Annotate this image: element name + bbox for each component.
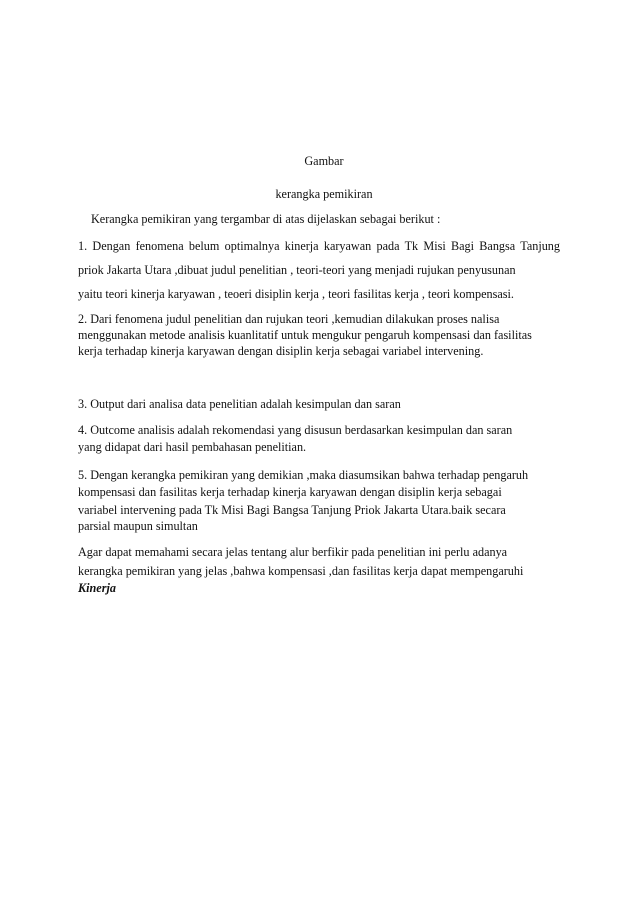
paragraph-5-line-2: kompensasi dan fasilitas kerja terhadap kinerja karyawan dengan disiplin kerja sebagai	[78, 485, 502, 499]
paragraph-6-line-1: Agar dapat memahami secara jelas tentang alur berfikir pada penelitian ini perlu adanya	[78, 545, 508, 559]
paragraph-4-line-2: yang didapat dari hasil pembahasan penelitian.	[78, 440, 307, 454]
paragraph-4-line-1: 4. Outcome analisis adalah rekomendasi yang disusun berdasarkan kesimpulan dan saran	[78, 423, 513, 437]
intro-text: Kerangka pemikiran yang tergambar di atas dijelaskan sebagai berikut :	[91, 212, 441, 226]
paragraph-1-line-1: 1. Dengan fenomena belum optimalnya kinerja karyawan pada Tk Misi Bagi Bangsa Tanjung	[78, 239, 560, 253]
paragraph-2-line-3: kerja terhadap kinerja karyawan dengan disiplin kerja sebagai variabel intervening.	[78, 344, 484, 358]
paragraph-5-line-4: parsial maupun simultan	[78, 519, 198, 533]
paragraph-1-line-2: priok Jakarta Utara ,dibuat judul penelitian , teori-teori yang menjadi rujukan penyusunan	[78, 263, 516, 277]
paragraph-6-line-3: Kinerja	[78, 581, 116, 595]
paragraph-3: 3. Output dari analisa data penelitian adalah kesimpulan dan saran	[78, 397, 401, 411]
paragraph-5-line-1: 5. Dengan kerangka pemikiran yang demikian ,maka diasumsikan bahwa terhadap pengaruh	[78, 468, 529, 482]
figure-caption-subtitle: kerangka pemikiran	[275, 187, 373, 201]
figure-caption-title: Gambar	[304, 154, 344, 168]
paragraph-2-line-2: menggunakan metode analisis kuanlitatif untuk mengukur pengaruh kompensasi dan fasilitas	[78, 328, 532, 342]
paragraph-5-line-3: variabel intervening pada Tk Misi Bagi Bangsa Tanjung Priok Jakarta Utara.baik secara	[78, 503, 506, 517]
paragraph-6-line-2: kerangka pemikiran yang jelas ,bahwa kompensasi ,dan fasilitas kerja dapat mempengaruhi	[78, 564, 524, 578]
paragraph-1-line-3: yaitu teori kinerja karyawan , teoeri disiplin kerja , teori fasilitas kerja , teori kompensasi.	[78, 287, 514, 301]
paragraph-2-line-1: 2. Dari fenomena judul penelitian dan rujukan teori ,kemudian dilakukan proses nalisa	[78, 312, 500, 326]
